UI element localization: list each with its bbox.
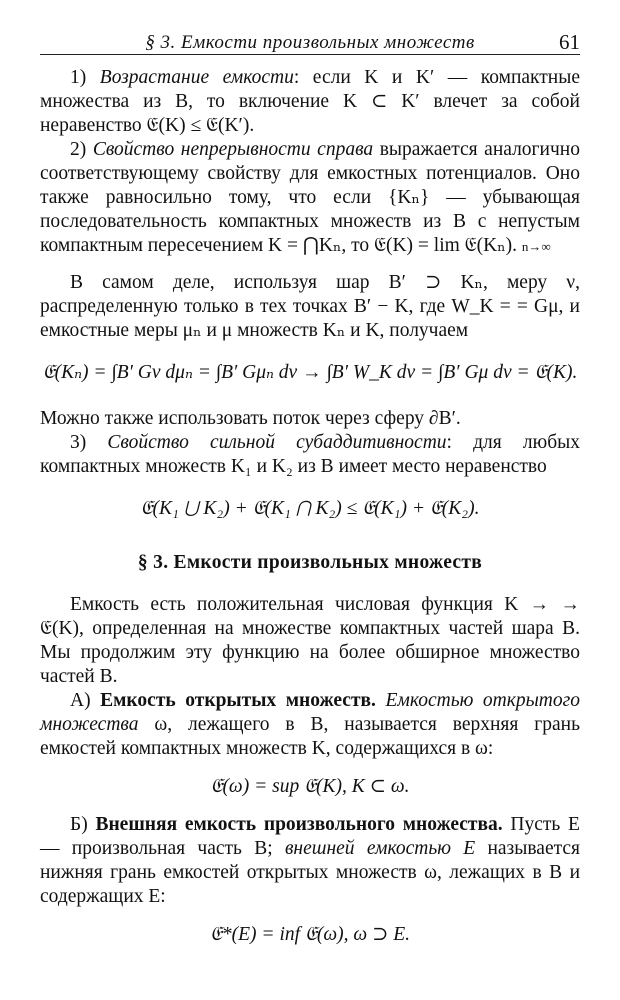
running-header [40,28,580,55]
item-number: 1) [70,67,100,88]
definition-term: Емкостью открытого множества [40,690,580,735]
paragraph-outer-capacity [40,813,580,909]
paragraph-text: : если K и K′ — компактные множества из B, то включение K ⊂ K′ влечет за собой неравенство 𝔈(K) ≤ 𝔈(K′). [40,67,580,136]
paragraph-subadditivity [40,431,580,479]
paragraph-open-sets [40,689,580,761]
paragraph-flux [40,407,580,431]
page-body [40,66,580,961]
section-title: § 3. Емкости произвольных множеств [137,552,483,573]
subsection-title: Емкость открытых множеств. [100,690,376,711]
paragraph-text: : для любых компактных множеств K₁ и K₂ из B имеет место неравенство [40,432,580,477]
paragraph-text: ω, лежащего в B, называется верхняя грань емкостей компактных множеств K, содержащихся в ω: [40,714,580,759]
paragraph-text: В самом деле, используя шар B′ ⊃ Kₙ, меру ν, распределенную только в тех точках B′ − K, где W_K = = Gμ, и емкостные меры μₙ и μ множеств Kₙ и K, получаем [40,272,580,341]
paragraph-text: выражается аналогично соответствующему свойству для емкостных потенциалов. Оно также равносильно тому, что если {Kₙ} — убывающая последовательность компактных множеств из B с непустым компактным пересечением K = ⋂Kₙ, то 𝔈(K) = lim 𝔈(Kₙ). [40,139,580,256]
item-number: 2) [70,139,93,160]
item-letter: Б) [70,814,96,835]
limit-subscript: n→∞ [521,239,551,254]
paragraph-text: Емкость есть положительная числовая функция K → → 𝔈(K), определенная на множестве компактных частей шара B. Мы продолжим эту функцию на более обширное множество частей B. [40,594,580,687]
formula-capacity-limit: 𝔈(Kₙ) = ∫B′ Gν dμₙ = ∫B′ Gμₙ dν → ∫B′ W_K dν = ∫B′ Gμ dν = 𝔈(K). [42,362,578,383]
page-number: 61 [559,30,580,54]
paragraph-capacity-def [40,593,580,689]
paragraph-right-continuity [40,138,580,259]
formula-subadditivity: 𝔈(K₁ ⋃ K₂) + 𝔈(K₁ ⋂ K₂) ≤ 𝔈(K₁) + 𝔈(K₂). [140,498,480,519]
paragraph-text: называется нижняя грань емкостей открытых множеств ω, лежащих в B и содержащих E: [40,838,581,907]
paragraph-monotonicity [40,66,580,138]
property-title: Свойство непрерывности справа [92,139,374,160]
definition-term: внешней емкостью E [284,838,476,859]
formula-outer-capacity: 𝔈*(E) = inf 𝔈(ω), ω ⊃ E. [209,924,411,945]
subsection-title: Внешняя емкость произвольного множества. [95,814,503,835]
item-number: 3) [70,432,108,453]
item-letter: А) [70,690,101,711]
property-title: Возрастание емкости [99,67,294,88]
property-title: Свойство сильной субаддитивности [107,432,447,453]
paragraph-text: Пусть E — произвольная часть B; [40,814,580,859]
paragraph-proof [40,271,580,343]
paragraph-text: Можно также использовать поток через сферу ∂B′. [40,408,461,429]
formula-open-capacity: 𝔈(ω) = sup 𝔈(K), K ⊂ ω. [210,776,410,797]
running-header-title: § 3. Емкости произвольных множеств [145,32,475,53]
